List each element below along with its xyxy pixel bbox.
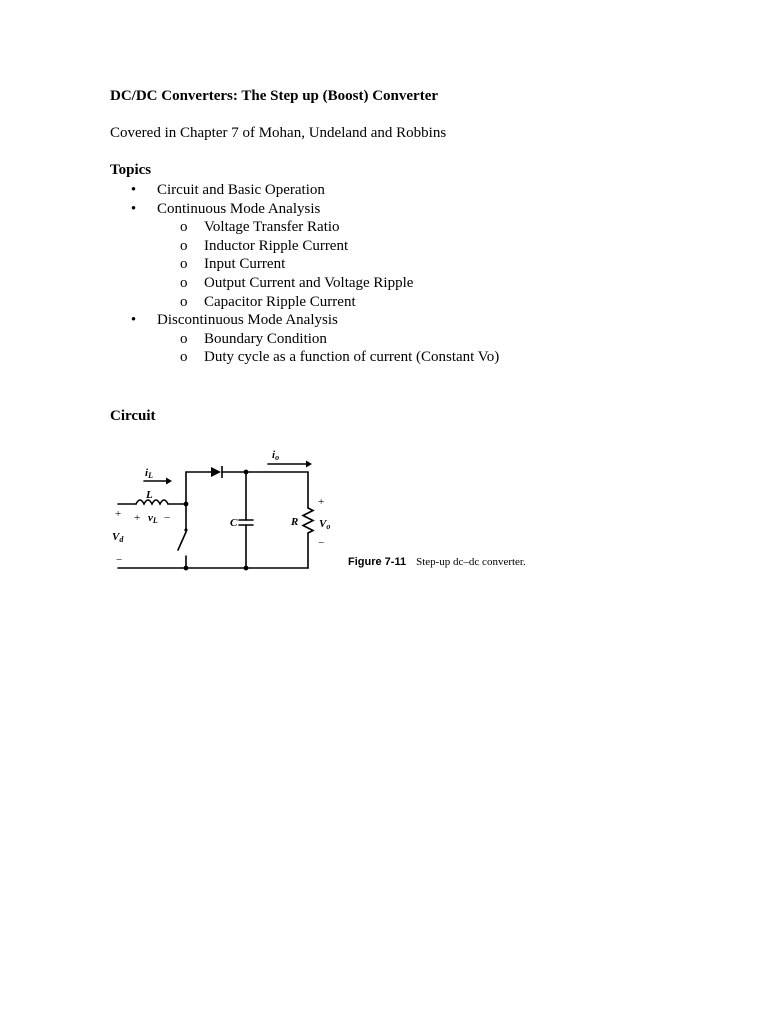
figure-caption — [348, 556, 526, 568]
subtopic-item — [110, 218, 670, 237]
il-arrow-head — [166, 478, 172, 485]
io-arrow-head — [306, 461, 312, 468]
boost-converter-figure — [108, 446, 568, 578]
subtopic-marker: o — [180, 219, 188, 236]
switch-contact — [184, 528, 187, 531]
subtopic-label: Output Current and Voltage Ripple — [204, 274, 414, 291]
subtopic-list — [110, 218, 670, 311]
subtopic-item — [110, 237, 670, 256]
document-title: DC/DC Converters: The Step up (Boost) Converter — [110, 88, 439, 104]
junction-node — [244, 566, 249, 571]
subtopic-item — [110, 274, 670, 293]
label-vo: Vo — [319, 518, 331, 531]
subtopic-marker: o — [180, 256, 188, 273]
topic-label: Continuous Mode Analysis — [157, 200, 321, 217]
subtopic-item — [110, 255, 670, 274]
subtopic-marker: o — [180, 274, 188, 291]
label-plus-vl: + — [134, 512, 141, 524]
label-io: io — [272, 449, 280, 462]
label-vl: vL — [148, 512, 158, 525]
diode-symbol — [211, 467, 221, 477]
junction-node — [244, 470, 249, 475]
subtopic-marker: o — [180, 349, 188, 366]
circuit-heading: Circuit — [110, 408, 156, 424]
bullet-marker: • — [130, 312, 137, 329]
label-plus-input: + — [115, 508, 122, 520]
bullet-marker: • — [130, 182, 137, 198]
junction-node — [184, 566, 189, 571]
topics-heading: Topics — [110, 162, 152, 178]
figure-number: Figure 7-11 — [348, 556, 407, 568]
topic-item — [110, 181, 670, 200]
label-minus-input: − — [116, 554, 123, 566]
subtopic-list — [110, 330, 670, 367]
topic-item — [110, 200, 670, 312]
topic-label: Discontinuous Mode Analysis — [157, 312, 338, 329]
subtopic-marker: o — [180, 330, 188, 347]
switch-blade — [178, 532, 186, 550]
diode-anode-wire — [186, 472, 211, 504]
label-minus-output: − — [318, 537, 325, 549]
junction-node — [184, 502, 189, 507]
subtopic-item — [110, 348, 670, 367]
subtopic-label: Duty cycle as a function of current (Constant Vo) — [204, 349, 500, 366]
document-subtitle: Covered in Chapter 7 of Mohan, Undeland and Robbins — [110, 125, 447, 141]
topic-list — [110, 181, 670, 367]
subtopic-label: Capacitor Ripple Current — [204, 293, 356, 310]
subtopic-label: Input Current — [204, 256, 286, 273]
figure-caption-text: Step-up dc–dc converter. — [416, 556, 526, 568]
subtopic-label: Boundary Condition — [204, 330, 327, 347]
bullet-marker: • — [130, 200, 137, 217]
label-plus-output: + — [318, 496, 325, 508]
topic-item — [110, 311, 670, 367]
subtopic-marker: o — [180, 293, 188, 310]
topic-label: Circuit and Basic Operation — [157, 182, 325, 198]
label-capacitor: C — [230, 517, 238, 529]
resistor-symbol — [303, 508, 313, 533]
label-il: iL — [145, 467, 153, 480]
subtopic-item — [110, 293, 670, 312]
subtopic-label: Voltage Transfer Ratio — [204, 219, 340, 236]
label-minus-vl: − — [164, 512, 171, 524]
subtopic-marker: o — [180, 237, 188, 254]
subtopic-label: Inductor Ripple Current — [204, 237, 349, 254]
subtopic-item — [110, 330, 670, 349]
label-inductor: L — [146, 489, 153, 501]
label-resistor: R — [291, 516, 299, 528]
label-vd: Vd — [112, 531, 124, 544]
